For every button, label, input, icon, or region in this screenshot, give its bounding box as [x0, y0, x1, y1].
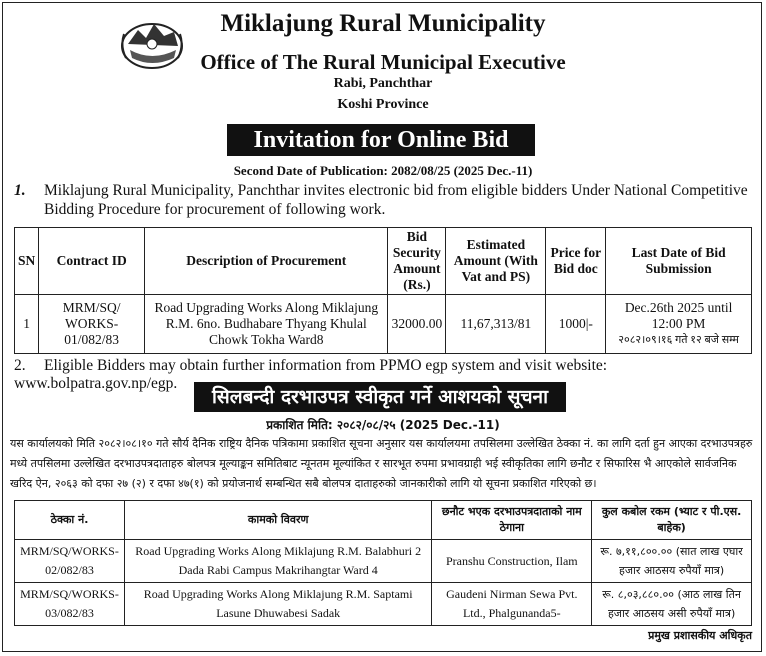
last-date-en: Dec.26th 2025 until 12:00 PM	[624, 300, 733, 331]
last-date-np: २०८२।०९।१६ गते १२ बजे सम्म	[618, 334, 739, 346]
col-header: छनौट भएक दरभाउपत्रदाताको नाम ठेगाना	[432, 501, 592, 540]
col-header: SN	[15, 228, 39, 295]
col-header: Estimated Amount (With Vat and PS)	[446, 228, 546, 295]
notice-title-banner: Invitation for Online Bid	[227, 124, 535, 156]
award-table	[14, 500, 752, 626]
cell-sn: 1	[15, 295, 39, 354]
cell-price-doc: 1000|-	[546, 295, 606, 354]
paragraph-1	[14, 181, 754, 219]
col-header: कामको विवरण	[124, 501, 431, 540]
table-header-row	[15, 501, 752, 540]
cell-description: Road Upgrading Works Along Miklajung R.M. Saptami Lasune Dhuwabesi Sadak	[124, 583, 431, 626]
notice2-publication-date: प्रकाशित मिति: २०८२/०८/२५ (2025 Dec.-11)	[266, 418, 500, 432]
col-header: Contract ID	[39, 228, 145, 295]
cell-bidder: Pranshu Construction, Ilam	[432, 540, 592, 583]
col-header: Description of Procurement	[145, 228, 388, 295]
cell-estimated: 11,67,313/81	[446, 295, 546, 354]
bid-table	[14, 227, 752, 354]
cell-contract: MRM/SQ/WORKS- 03/082/83	[15, 583, 125, 626]
cell-last-date	[606, 295, 752, 354]
publication-date: Second Date of Publication: 2082/08/25 (2025 Dec.-11)	[233, 163, 533, 178]
col-header: कुल कबोल रकम (भ्याट र पी.एस. बाहेक)	[592, 501, 752, 540]
table-header-row	[15, 228, 752, 295]
province: Koshi Province	[337, 97, 429, 112]
cell-bid-security: 32000.00	[388, 295, 446, 354]
cell-contract: MRM/SQ/WORKS- 02/082/83	[15, 540, 125, 583]
cell-bidder: Gaudeni Nirman Sewa Pvt. Ltd., Phalgunanda5-	[432, 583, 592, 626]
cell-amount: रू. ७,११,८००.०० (सात लाख एघार हजार आठसय रुपैयाँ मात्र)	[592, 540, 752, 583]
table-row	[15, 540, 752, 583]
office-title: Office of The Rural Municipal Executive	[200, 50, 566, 74]
cell-description: Road Upgrading Works Along Miklajung R.M. 6no. Budhabare Thyang Khulal Chowk Tokha Ward8	[145, 295, 388, 354]
table-row	[15, 295, 752, 354]
paragraph-number: 1.	[14, 182, 26, 199]
cell-amount: रू. ८,०३,८८०.०० (आठ लाख तिन हजार आठसय असी रुपैयाँ मात्र)	[592, 583, 752, 626]
paragraph-number: 2.	[14, 357, 26, 374]
paragraph-text: Miklajung Rural Municipality, Panchthar invites electronic bid from eligible bidders Under National Competitive Bidding Procedure for procurement of following work.	[44, 182, 748, 218]
col-header: ठेक्का नं.	[15, 501, 125, 540]
col-header: Bid Security Amount (Rs.)	[388, 228, 446, 295]
cell-description: Road Upgrading Works Along Miklajung R.M. Balabhuri 2 Dada Rabi Campus Makrihangtar Ward 4	[124, 540, 431, 583]
address: Rabi, Panchthar	[333, 76, 433, 91]
paragraph-text: Eligible Bidders may obtain further information from PPMO egp system and visit website: www.bolpatra.gov.np/egp.	[14, 357, 608, 392]
col-header: Last Date of Bid Submission	[606, 228, 752, 295]
notice2-title-banner: सिलबन्दी दरभाउपत्र स्वीकृत गर्ने आशयको सूचना	[194, 382, 566, 412]
table-row	[15, 583, 752, 626]
municipality-title: Miklajung Rural Municipality	[220, 10, 546, 37]
notice2-body: यस कार्यालयको मिति २०८२।०८।१० गते सौर्य दैनिक राष्ट्रिय दैनिक पत्रिकामा प्रकाशित सूचना अनुसार यस कार्यालयमा तपसिलमा उल्लेखित ठेक्का नं. का लागि दर्ता हुन आएका दरभाउपत्रहरु मध्ये तपसिलमा उल्लेखित दरभाउपत्रदाताहरु बोलपत्र मूल्याङ्कन समितिबाट न्यूनतम मूल्यांकित र सारभूत रुपमा प्रभावग्राही भई स्वीकृतिका लागि छनौट र सिफारिस भै आएकोले सार्वजनिक खरिद ऐन, २०६३ को दफा २७ (२) र दफा ४७(१) को प्रयोजनार्थ सम्बन्धित सबै बोलपत्र दाताहरुको जानकारीको लागि यो सूचना प्रकाशित गरिएको छ।	[10, 437, 753, 490]
col-header: Price for Bid doc	[546, 228, 606, 295]
cell-contract-id: MRM/SQ/ WORKS- 01/082/83	[39, 295, 145, 354]
signature-title: प्रमुख प्रशासकीय अधिकृत	[648, 629, 752, 642]
